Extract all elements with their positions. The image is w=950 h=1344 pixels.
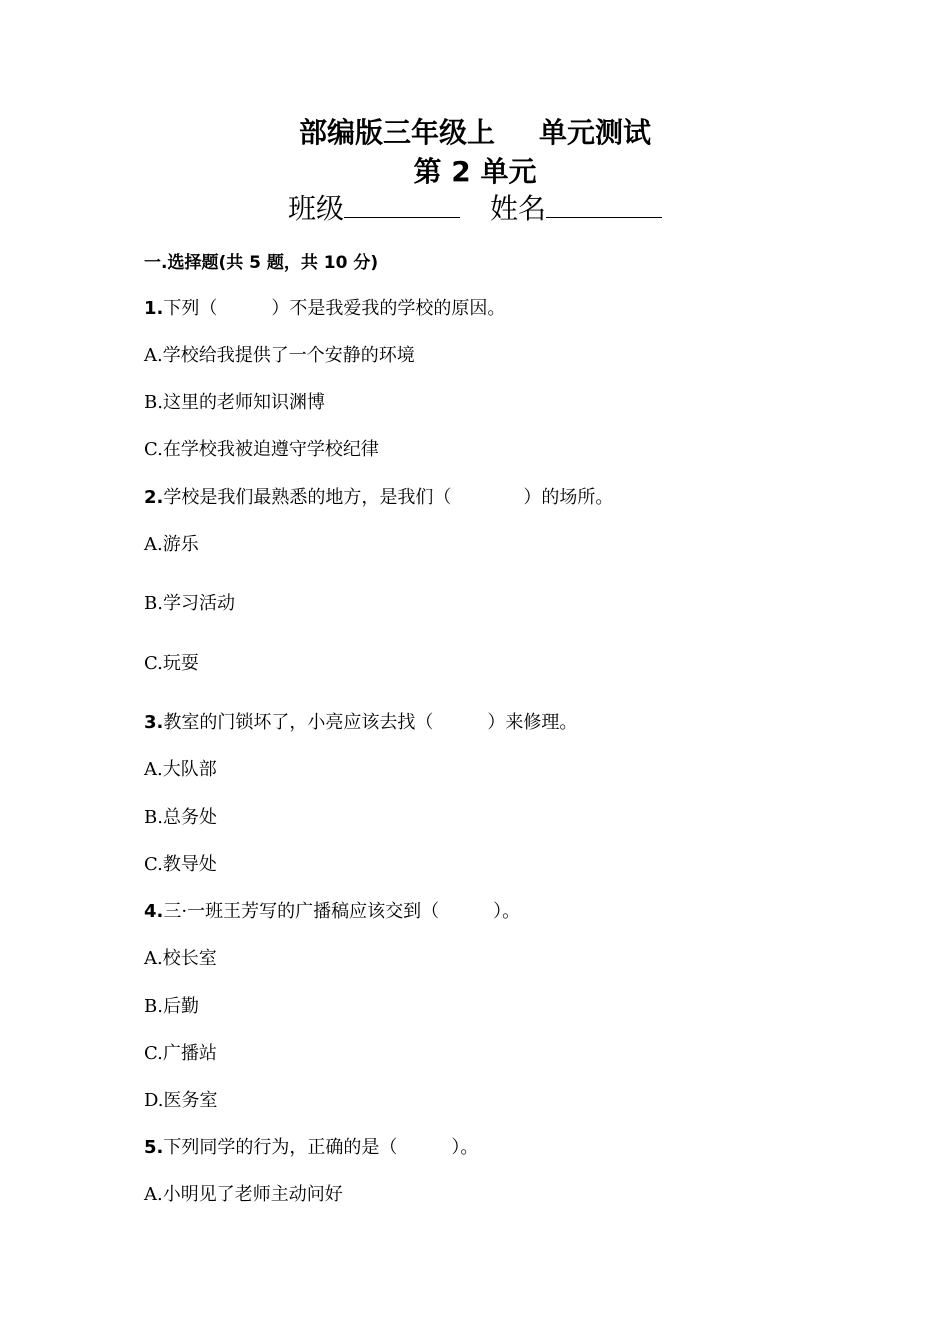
question-3 (144, 711, 577, 735)
question-number: 4. (144, 901, 164, 922)
option-1b[interactable]: B.这里的老师知识渊博 (144, 392, 325, 413)
student-info-line (0, 191, 950, 226)
question-5 (144, 1136, 478, 1160)
question-text: 学校是我们最熟悉的地方，是我们（ ）的场所。 (163, 487, 614, 508)
question-number: 3. (144, 712, 164, 733)
section-title: 一.选择题(共 5 题，共 10 分) (144, 253, 379, 273)
option-3c[interactable]: C.教导处 (144, 854, 217, 875)
question-number: 5. (144, 1137, 164, 1158)
question-number: 1. (144, 298, 164, 319)
class-blank (344, 191, 460, 218)
question-1 (144, 297, 505, 321)
question-number: 2. (144, 487, 164, 508)
option-4a[interactable]: A.校长室 (144, 948, 217, 969)
name-blank (546, 191, 662, 218)
option-4b[interactable]: B.后勤 (144, 996, 199, 1017)
option-4d[interactable]: D.医务室 (144, 1090, 218, 1111)
option-2c[interactable]: C.玩耍 (144, 653, 199, 674)
option-1c[interactable]: C.在学校我被迫遵守学校纪律 (144, 439, 379, 460)
option-3b[interactable]: B.总务处 (144, 807, 217, 828)
question-text: 下列同学的行为，正确的是（ ）。 (163, 1137, 479, 1158)
question-text: 三·一班王芳写的广播稿应该交到（ ）。 (163, 901, 521, 922)
title-right: 单元测试 (539, 116, 652, 149)
title-left: 部编版三年级上 (298, 116, 495, 149)
name-label: 姓名 (490, 192, 547, 225)
option-1a[interactable]: A.学校给我提供了一个安静的环境 (144, 345, 415, 366)
unit-subtitle: 第 2 单元 (413, 155, 537, 188)
question-text: 教室的门锁坏了，小亮应该去找（ ）来修理。 (163, 712, 578, 733)
option-2b[interactable]: B.学习活动 (144, 593, 235, 614)
question-text: 下列（ ）不是我爱我的学校的原因。 (163, 298, 506, 319)
class-label: 班级 (287, 192, 344, 225)
option-3a[interactable]: A.大队部 (144, 759, 217, 780)
option-2a[interactable]: A.游乐 (144, 534, 199, 555)
option-4c[interactable]: C.广播站 (144, 1043, 217, 1064)
page-title (0, 116, 950, 150)
option-5a[interactable]: A.小明见了老师主动问好 (144, 1184, 343, 1205)
question-4 (144, 900, 520, 924)
question-2 (144, 486, 613, 510)
